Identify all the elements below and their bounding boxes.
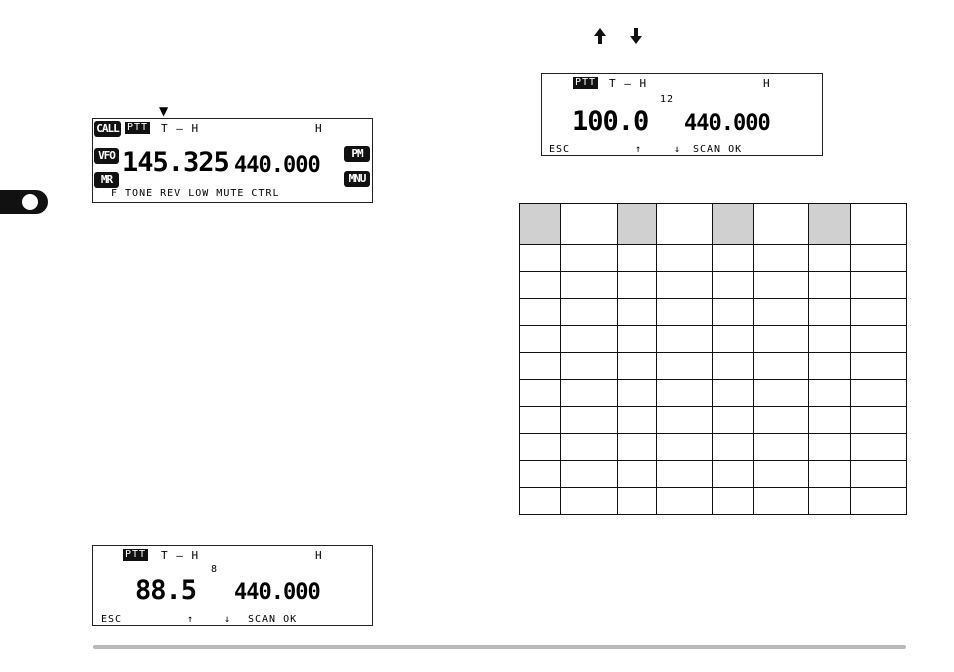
table-cell [713, 353, 753, 380]
table-cell [753, 407, 808, 434]
table-cell [520, 434, 561, 461]
table-cell [850, 272, 906, 299]
table-cell [617, 353, 656, 380]
table-cell [657, 353, 713, 380]
tone-index: 12 [660, 94, 675, 105]
table-cell [850, 326, 906, 353]
frequency-left: 145.325 [122, 147, 229, 178]
status-right-indicator: H [315, 549, 323, 562]
table-cell [520, 353, 561, 380]
table-cell [617, 272, 656, 299]
table-cell [850, 407, 906, 434]
table-cell [561, 272, 617, 299]
softkey-scan-ok[interactable]: SCAN OK [248, 614, 298, 625]
table-cell [809, 434, 850, 461]
table-cell [713, 488, 753, 515]
table-cell [809, 488, 850, 515]
table-cell [713, 407, 753, 434]
tone-frequency: 88.5 [135, 575, 197, 606]
table-row [520, 488, 907, 515]
tone-select-display-2 [92, 545, 373, 626]
table-row [520, 299, 907, 326]
table-cell [561, 326, 617, 353]
table-cell [657, 488, 713, 515]
status-indicators: T – H [161, 122, 200, 135]
table-header-cell [520, 204, 561, 245]
table-cell [850, 245, 906, 272]
table-row [520, 245, 907, 272]
pm-key[interactable]: PM [344, 146, 370, 162]
table-cell [753, 353, 808, 380]
softkey-down[interactable]: ↓ [224, 614, 232, 625]
chapter-tab-marker [0, 190, 48, 214]
table-cell [850, 380, 906, 407]
operating-frequency: 440.000 [234, 580, 320, 605]
table-cell [753, 434, 808, 461]
table-header-cell [713, 204, 753, 245]
table-cell [520, 299, 561, 326]
mnu-key[interactable]: MNU [344, 171, 370, 187]
table-header-cell [561, 204, 617, 245]
table-header-cell [657, 204, 713, 245]
table-cell [520, 461, 561, 488]
table-row [520, 326, 907, 353]
table-cell [520, 272, 561, 299]
table-cell [617, 434, 656, 461]
tone-frequency-table [519, 203, 907, 515]
table-cell [753, 272, 808, 299]
table-cell [713, 272, 753, 299]
softkey-esc[interactable]: ESC [549, 144, 571, 155]
table-cell [520, 245, 561, 272]
table-header-cell [753, 204, 808, 245]
table-cell [561, 380, 617, 407]
table-cell [561, 461, 617, 488]
table-cell [850, 299, 906, 326]
table-cell [617, 461, 656, 488]
table-row [520, 434, 907, 461]
table-cell [520, 380, 561, 407]
table-cell [617, 299, 656, 326]
table-cell [617, 407, 656, 434]
ptt-indicator: PTT [125, 549, 147, 560]
table-cell [809, 461, 850, 488]
table-cell [520, 326, 561, 353]
table-cell [713, 245, 753, 272]
table-cell [713, 380, 753, 407]
table-cell [520, 407, 561, 434]
tab-dot-icon [22, 194, 38, 210]
table-row [520, 461, 907, 488]
table-cell [809, 407, 850, 434]
table-cell [561, 245, 617, 272]
table-cell [753, 299, 808, 326]
call-key[interactable]: CALL [94, 121, 121, 137]
table-row [520, 272, 907, 299]
table-cell [850, 353, 906, 380]
softkey-up[interactable]: ↑ [635, 144, 643, 155]
table-cell [850, 461, 906, 488]
table-cell [657, 461, 713, 488]
table-row [520, 380, 907, 407]
table-header-cell [617, 204, 656, 245]
table-cell [753, 326, 808, 353]
table-cell [657, 245, 713, 272]
ptt-indicator: PTT [575, 77, 597, 88]
table-cell [713, 299, 753, 326]
ptt-indicator: PTT [127, 122, 149, 133]
mr-key[interactable]: MR [94, 172, 119, 188]
selection-marker-icon: ▼ [159, 104, 169, 118]
status-indicators: T – H [161, 549, 200, 562]
table-cell [657, 326, 713, 353]
table-cell [753, 461, 808, 488]
tone-select-display-1 [541, 73, 823, 156]
table-cell [657, 380, 713, 407]
table-cell [561, 299, 617, 326]
softkey-scan-ok[interactable]: SCAN OK [693, 144, 743, 155]
table-header-cell [809, 204, 850, 245]
table-cell [753, 380, 808, 407]
page-bottom-rule [93, 645, 906, 649]
table-cell [657, 272, 713, 299]
table-cell [561, 488, 617, 515]
softkey-down[interactable]: ↓ [674, 144, 682, 155]
table-row [520, 407, 907, 434]
operating-frequency: 440.000 [684, 111, 770, 136]
table-cell [617, 380, 656, 407]
table-cell [561, 353, 617, 380]
table-row [520, 353, 907, 380]
arrow-down-icon [628, 26, 644, 46]
table-cell [809, 272, 850, 299]
table-cell [713, 434, 753, 461]
tone-index: 8 [211, 564, 219, 575]
table-header-row [520, 204, 907, 245]
softkey-esc[interactable]: ESC [101, 614, 123, 625]
table-cell [850, 434, 906, 461]
table-cell [713, 461, 753, 488]
table-cell [809, 299, 850, 326]
arrow-up-icon [592, 26, 608, 46]
table-cell [617, 326, 656, 353]
vfo-key[interactable]: VFO [94, 148, 119, 164]
table-cell [520, 488, 561, 515]
table-cell [753, 245, 808, 272]
table-cell [657, 407, 713, 434]
table-cell [561, 434, 617, 461]
table-cell [809, 353, 850, 380]
table-cell [617, 488, 656, 515]
table-cell [657, 434, 713, 461]
table-cell [850, 488, 906, 515]
table-cell [713, 326, 753, 353]
table-cell [753, 488, 808, 515]
softkey-up[interactable]: ↑ [187, 614, 195, 625]
table-cell [809, 380, 850, 407]
table-header-cell [850, 204, 906, 245]
table-cell [657, 299, 713, 326]
tone-frequency: 100.0 [572, 106, 649, 137]
table-cell [617, 245, 656, 272]
status-right-indicator: H [763, 77, 771, 90]
status-right-indicator: H [315, 122, 323, 135]
main-lcd-display [92, 118, 373, 203]
status-indicators: T – H [609, 77, 648, 90]
table-cell [561, 407, 617, 434]
table-cell [809, 326, 850, 353]
table-cell [809, 245, 850, 272]
frequency-right: 440.000 [234, 153, 320, 178]
function-menu-line: F TONE REV LOW MUTE CTRL [111, 188, 280, 199]
